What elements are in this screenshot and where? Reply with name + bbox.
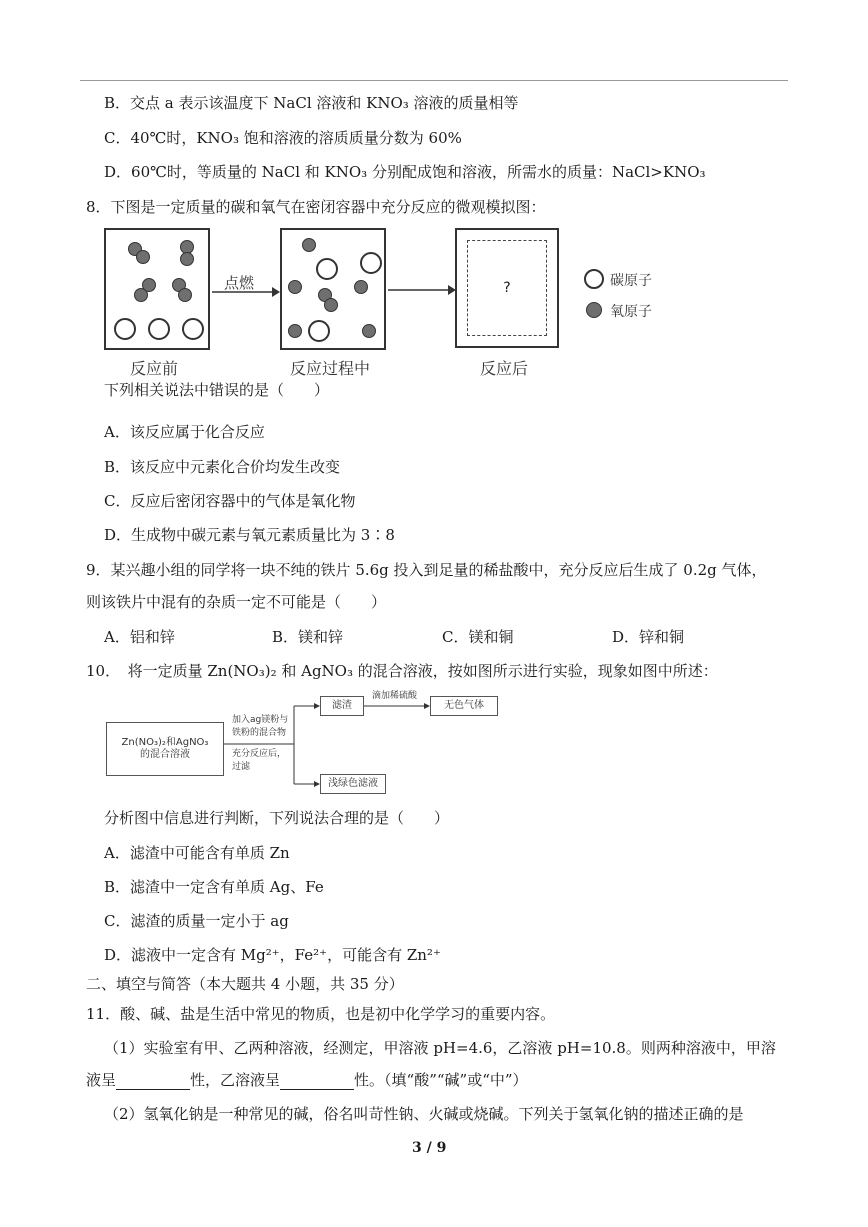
section-heading: 二、填空与简答（本大题共 4 小题，共 35 分） <box>86 975 404 993</box>
start-mixture-box <box>106 722 224 776</box>
q8-option-a: A．该反应属于化合反应 <box>104 423 265 441</box>
residue-box: 滤渣 <box>320 696 364 716</box>
q9-stem-line1: 9．某兴趣小组的同学将一块不纯的铁片 5.6g 投入到足量的稀盐酸中，充分反应后生成了 0.2g 气体， <box>86 561 767 579</box>
page-number: 3 / 9 <box>412 1140 447 1156</box>
q10-option-d: D．滤液中一定含有 Mg²⁺，Fe²⁺，可能含有 Zn²⁺ <box>104 946 441 964</box>
start-line1: Zn(NO₃)₂和AgNO₃ <box>121 737 209 748</box>
unknown-product: ? <box>467 240 547 336</box>
oxygen-atom <box>302 238 316 252</box>
q9-option-a: A．铝和锌 <box>104 628 175 646</box>
gas-box: 无色气体 <box>430 696 498 716</box>
add-label-line1: 加入ag镁粉与 <box>232 715 289 725</box>
carbon-atom <box>316 258 338 280</box>
caption-after: 反应后 <box>480 359 529 378</box>
caption-before: 反应前 <box>130 359 179 378</box>
q10-stem: 10． 将一定质量 Zn(NO₃)₂ 和 AgNO₃ 的混合溶液，按如图所示进行实验，现象如图中所述： <box>86 662 718 680</box>
q7-option-d: D．60℃时，等质量的 NaCl 和 KNO₃ 分别配成饱和溶液，所需水的质量：NaCl>KNO₃ <box>104 163 706 181</box>
legend-oxygen-label: 氧原子 <box>610 304 652 320</box>
q8-stem: 8．下图是一定质量的碳和氧气在密闭容器中充分反应的微观模拟图： <box>86 198 546 216</box>
q7-option-b: B．交点 a 表示该温度下 NaCl 溶液和 KNO₃ 溶液的质量相等 <box>104 94 519 112</box>
carbon-atom <box>308 320 330 342</box>
before-reaction-box <box>104 228 210 350</box>
during-reaction-box <box>280 228 386 350</box>
q11-part1-text-a: 液呈 <box>86 1071 117 1089</box>
q11-part1-line1: （1）实验室有甲、乙两种溶液，经测定，甲溶液 pH=4.6，乙溶液 pH=10.8。则两种溶液中，甲溶 <box>104 1039 776 1057</box>
oxygen-atom <box>362 324 376 338</box>
header-rule <box>80 80 788 81</box>
filtrate-box: 浅绿色滤液 <box>320 774 386 794</box>
reaction-arrow-1 <box>212 286 280 298</box>
acid-label: 滴加稀硫酸 <box>372 691 418 701</box>
q11-part1-line2 <box>86 1070 528 1090</box>
oxygen-atom <box>178 288 192 302</box>
start-line2: 的混合溶液 <box>140 749 190 760</box>
carbon-atom <box>360 252 382 274</box>
q8-option-d: D．生成物中碳元素与氧元素质量比为 3∶8 <box>104 526 395 544</box>
caption-during: 反应过程中 <box>290 359 371 378</box>
q9-stem-line2: 则该铁片中混有的杂质一定不可能是（ ） <box>86 593 387 611</box>
q8-option-c: C．反应后密闭容器中的气体是氧化物 <box>104 492 356 510</box>
oxygen-atom <box>288 324 302 338</box>
q10-prompt: 分析图中信息进行判断，下列说法合理的是（ ） <box>104 809 450 827</box>
add-label-line2: 铁粉的混合物 <box>232 728 287 738</box>
carbon-atom <box>148 318 170 340</box>
q10-option-c: C．滤渣的质量一定小于 ag <box>104 912 289 930</box>
legend-carbon-icon <box>584 269 604 289</box>
q8-prompt: 下列相关说法中错误的是（ ） <box>104 381 330 399</box>
carbon-atom <box>182 318 204 340</box>
oxygen-atom <box>288 280 302 294</box>
q8-option-b: B．该反应中元素化合价均发生改变 <box>104 458 341 476</box>
legend-oxygen-icon <box>586 302 602 318</box>
q10-option-b: B．滤渣中一定含有单质 Ag、Fe <box>104 878 324 896</box>
oxygen-atom <box>180 252 194 266</box>
q9-option-c: C．镁和铜 <box>442 628 514 646</box>
q11-stem: 11．酸、碱、盐是生活中常见的物质，也是初中化学学习的重要内容。 <box>86 1005 556 1023</box>
legend-carbon-label: 碳原子 <box>610 273 652 289</box>
arrow-label-ignite: 点燃 <box>224 274 255 292</box>
react-label-line2: 过滤 <box>232 762 251 772</box>
reaction-arrow-2 <box>388 284 456 296</box>
answer-blank-1[interactable] <box>116 1075 190 1090</box>
q7-option-c: C．40℃时，KNO₃ 饱和溶液的溶质质量分数为 60% <box>104 129 462 147</box>
react-label-line1: 充分反应后， <box>232 749 287 759</box>
q11-part2-line1: （2）氢氧化钠是一种常见的碱，俗名叫苛性钠、火碱或烧碱。下列关于氢氧化钠的描述正确的是 <box>104 1105 744 1123</box>
answer-blank-2[interactable] <box>280 1075 354 1090</box>
oxygen-atom <box>324 298 338 312</box>
oxygen-atom <box>136 250 150 264</box>
oxygen-atom <box>354 280 368 294</box>
q10-option-a: A．滤渣中可能含有单质 Zn <box>104 844 290 862</box>
q11-part1-text-b: 性，乙溶液呈 <box>190 1071 281 1089</box>
q9-option-d: D．锌和铜 <box>612 628 685 646</box>
carbon-atom <box>114 318 136 340</box>
after-reaction-box <box>455 228 559 348</box>
q9-option-b: B．镁和锌 <box>272 628 344 646</box>
q11-part1-text-c: 性。（填“酸”“碱”或“中”） <box>354 1071 528 1089</box>
oxygen-atom <box>134 288 148 302</box>
